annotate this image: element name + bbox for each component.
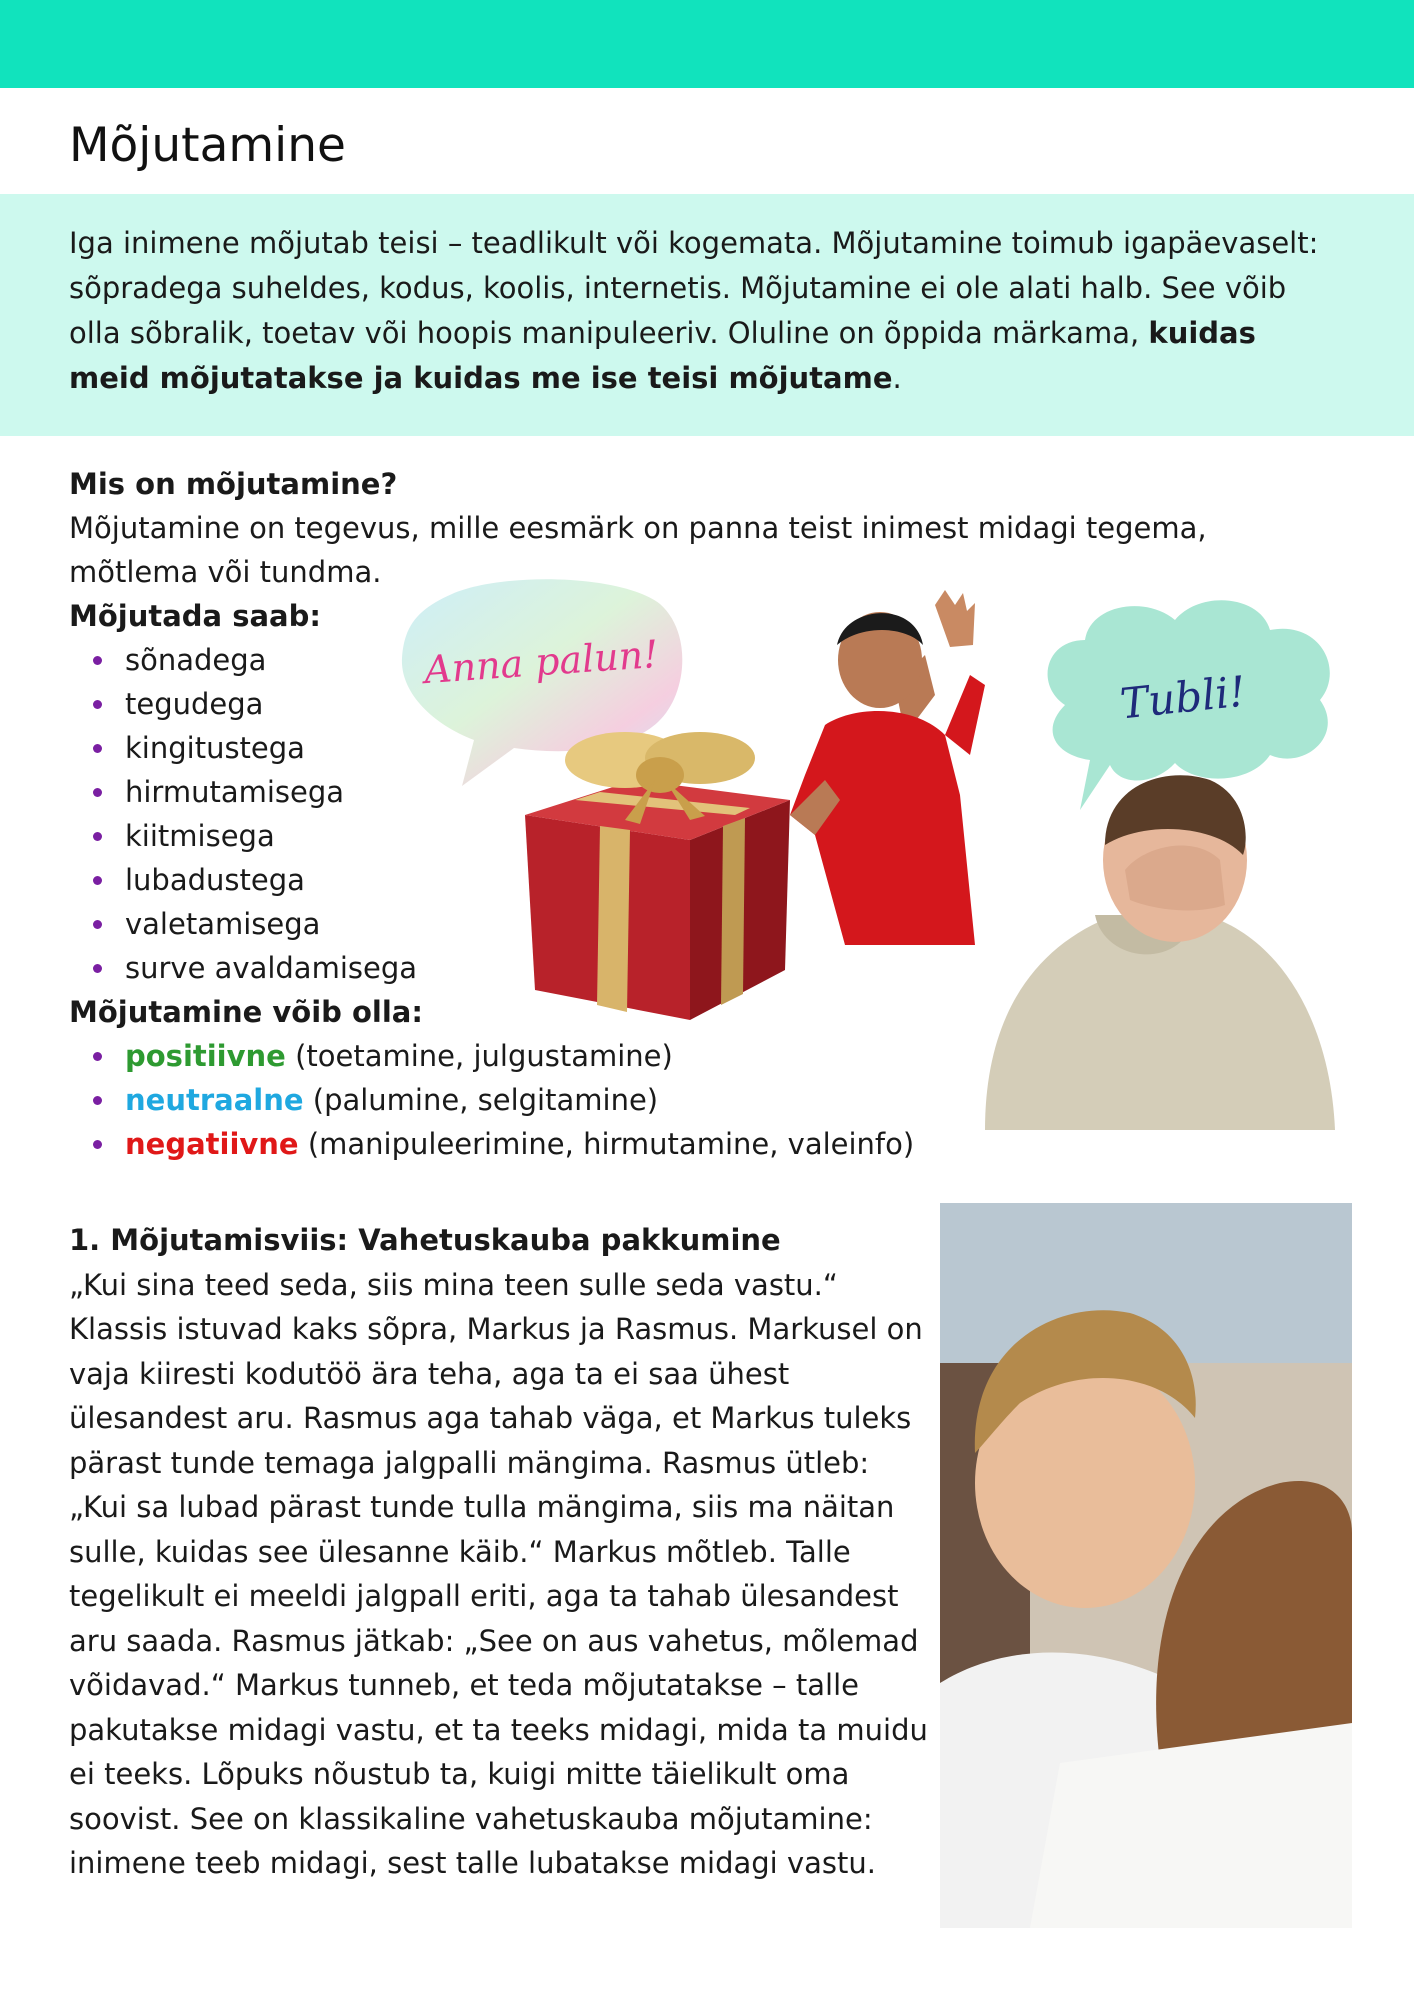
boy-hoodie-image — [945, 765, 1335, 1130]
list-item: hirmutamisega — [69, 770, 1369, 814]
list-item: lubadustega — [69, 858, 1369, 902]
intro-box — [0, 194, 1414, 436]
type-label: positiivne — [125, 1039, 286, 1073]
intro-bold: kuidas meid mõjutatakse ja kuidas me ise teisi mõjutame — [69, 316, 1256, 395]
method1-heading: 1. Mõjutamisviis: Vahetuskauba pakkumine — [69, 1223, 781, 1257]
type-desc: (toetamine, julgustamine) — [285, 1039, 673, 1073]
type-desc: (manipuleerimine, hirmutamine, valeinfo) — [298, 1127, 915, 1161]
bubble-right-text: Tubli! — [1117, 666, 1248, 729]
method1-section — [69, 1218, 929, 1886]
page-title: Mõjutamine — [69, 118, 346, 173]
list-item: tegudega — [69, 682, 1369, 726]
types-heading: Mõjutamine võib olla: — [69, 995, 423, 1029]
bubble-left-text: Anna palun! — [422, 631, 660, 693]
intro-text: Iga inimene mõjutab teisi – teadlikult või kogemata. Mõjutamine toimub igapäevaselt: sõpradega suheldes, kodus, koolis, internetis. Mõjutamine ei ole alati halb. See võib olla sõbralik, toetav või hoopis manipuleeriv. Oluline on õppida märkama, — [69, 226, 1319, 350]
list-item: valetamisega — [69, 902, 1369, 946]
method1-body: „Kui sina teed seda, siis mina teen sulle seda vastu.“ Klassis istuvad kaks sõpra, Markus ja Rasmus. Markusel on vaja kiiresti kodutöö ära teha, aga ta ei saa ühest ülesandest aru. Rasmus aga tahab väga, et Markus tuleks pärast tunde temaga jalgpalli mängima. Rasmus ütleb: „Kui sa lubad pärast tunde tulla mängima, siis ma näitan sulle, kuidas see ülesanne käib.“ Markus mõtleb. Talle tegelikult ei meeldi jalgpall eriti, aga ta tahab ülesandest aru saada. Rasmus jätkab: „See on aus vahetus, mõlemad võidavad.“ Markus tunneb, et teda mõjutatakse – talle pakutakse midagi vastu, et ta teeks midagi, mida ta muidu ei teeks. Lõpuks nõustub ta, kuigi mitte täielikult oma soovist. See on klassikaline vahetuskauba mõjutamine: inimene teeb midagi, sest talle lubatakse midagi vastu. — [69, 1267, 928, 1880]
header-band — [0, 0, 1414, 88]
type-desc: (palumine, selgitamine) — [303, 1083, 659, 1117]
ways-heading: Mõjutada saab: — [69, 599, 321, 633]
list-item: sõnadega — [69, 638, 1369, 682]
classroom-photo — [940, 1203, 1352, 1928]
list-item: kiitmisega — [69, 814, 1369, 858]
type-label: neutraalne — [125, 1083, 304, 1117]
what-definition: Mõjutamine on tegevus, mille eesmärk on panna teist inimest midagi tegema, mõtlema või tundma. — [69, 511, 1207, 589]
gift-box-image — [505, 720, 805, 1020]
intro-end: . — [892, 361, 902, 395]
type-label: negatiivne — [125, 1127, 299, 1161]
list-item: kingitustega — [69, 726, 1369, 770]
what-heading: Mis on mõjutamine? — [69, 467, 398, 501]
list-item: surve avaldamisega — [69, 946, 1369, 990]
